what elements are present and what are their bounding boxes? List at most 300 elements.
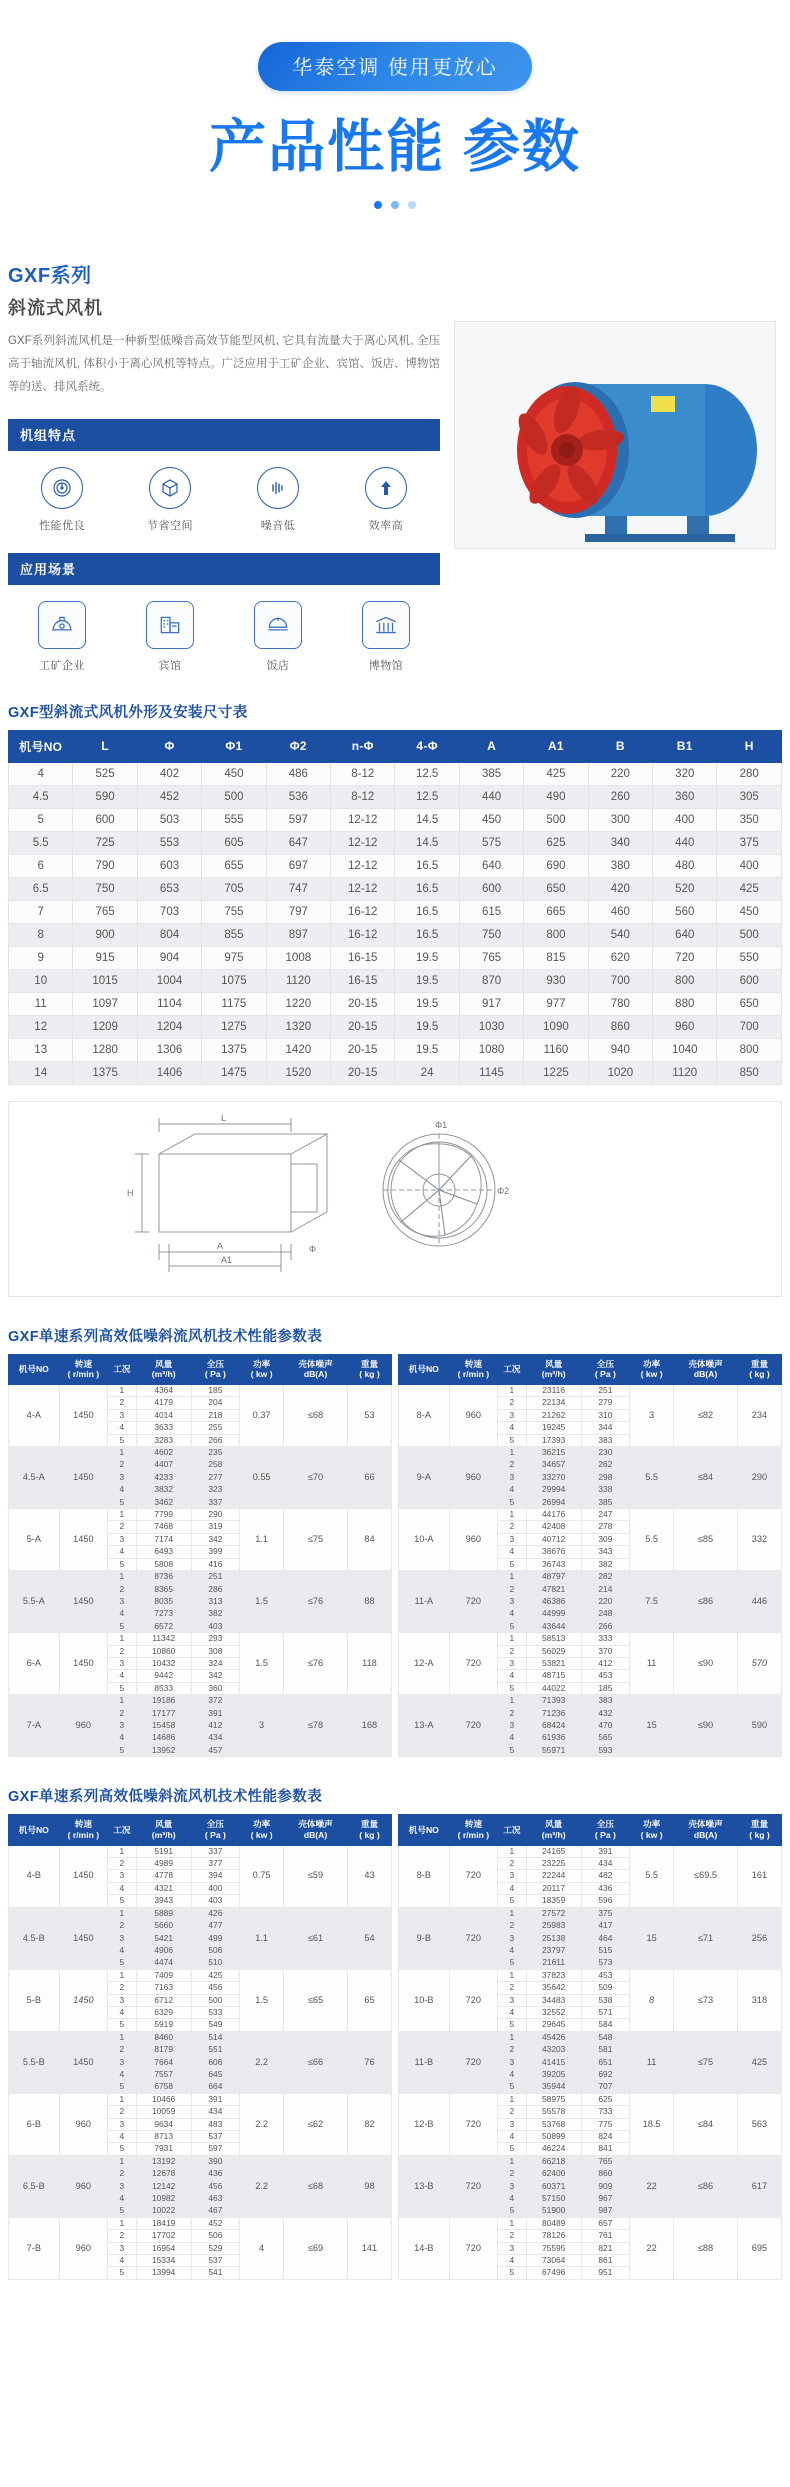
perf-cell: 7664 [136,2056,191,2068]
perf-cell: 8365 [136,1583,191,1595]
perf-cell: 5191 [136,1845,191,1857]
perf-cell: 403 [191,1895,239,1907]
perf-group-cell: 720 [449,1907,497,1969]
perf-cell: 3 [108,2242,137,2254]
perf-cell: 2 [108,1920,137,1932]
dim-cell: 350 [717,808,782,831]
table-row [9,762,782,785]
dim-cell: 690 [524,854,588,877]
svg-text:Φ2: Φ2 [497,1185,510,1196]
perf-cell: 4 [108,2255,137,2267]
perf-group-cell: 12-B [399,2093,450,2155]
perf-cell: 8179 [136,2044,191,2056]
perf-group [9,1509,392,1571]
cube-icon [149,467,191,509]
perf-cell: 2 [498,2106,527,2118]
perf-cell: 4 [498,2006,527,2018]
perf-cell: 4 [498,2193,527,2205]
perf-cell: 67496 [526,2267,581,2279]
dim-cell: 917 [459,992,523,1015]
perf-group-cell: ≤66 [284,2031,348,2093]
dim-cell: 4 [9,762,73,785]
dim-cell: 855 [202,923,266,946]
dim-cell: 8-12 [331,762,395,785]
perf-cell: 5 [108,2205,137,2217]
perf-cell: 78126 [526,2230,581,2242]
dim-cell: 8-12 [331,785,395,808]
perf-cell: 44176 [526,1509,581,1521]
perf-cell: 4 [108,1670,137,1682]
perf-cell: 4 [498,1944,527,1956]
perf-cell: 1 [108,1633,137,1645]
perf-cell: 584 [581,2019,629,2031]
perf-cell: 255 [191,1422,239,1434]
perf-col-header-0: 机号NO [9,1354,60,1384]
perf-group [9,1695,392,1757]
perf-cell: 1 [498,2155,527,2167]
dim-cell: 340 [588,831,652,854]
dim-cell: 16.5 [395,900,459,923]
perf-cell: 23225 [526,1858,581,1870]
dim-cell: 305 [717,785,782,808]
intro-text-column [8,259,440,673]
dim-cell: 500 [717,923,782,946]
perf-cell: 48715 [526,1670,581,1682]
perf-cell: 4 [498,2068,527,2080]
perf-cell: 824 [581,2131,629,2143]
hero-section [0,0,790,209]
dim-cell: 897 [266,923,330,946]
perf-cell: 549 [191,2019,239,2031]
perf-cell: 5 [108,1682,137,1694]
perf-group-cell: 0.55 [240,1447,284,1509]
perf-group-cell: 7.5 [630,1571,674,1633]
perf-cell: 425 [191,1969,239,1981]
dim-cell: 14.5 [395,831,459,854]
perf-group [399,1571,782,1633]
perf-group [9,2155,392,2217]
table-row [399,1695,782,1707]
perf-cell: 3 [498,2242,527,2254]
perf-col-header-6: 壳体噪声 dB(A) [284,1354,348,1384]
perf-cell: 46224 [526,2143,581,2155]
perf-cell: 761 [581,2230,629,2242]
perf-col-header-4: 全压 ( Pa ) [581,1354,629,1384]
perf-group-cell: 15 [630,1695,674,1757]
perf-cell: 464 [581,1932,629,1944]
perf-group-cell: 617 [737,2155,781,2217]
perf-group-cell: 720 [449,1633,497,1695]
perf-cell: 3 [498,2180,527,2192]
perf-cell: 73064 [526,2255,581,2267]
perf-cell: 3 [108,1932,137,1944]
perf-group-cell: 960 [449,1509,497,1571]
perf-group-cell: ≤76 [284,1571,348,1633]
perf-col-header-4: 全压 ( Pa ) [191,1815,239,1845]
perf-cell: 5 [498,1744,527,1756]
dim-cell: 1204 [137,1015,201,1038]
perf-group-cell: 8-A [399,1385,450,1447]
perf-group [9,1845,392,1907]
dim-cell: 12-12 [331,877,395,900]
perf-cell: 58513 [526,1633,581,1645]
perf-cell: 4906 [136,1944,191,1956]
perf-cell: 951 [581,2267,629,2279]
perf-group-cell: 960 [59,2217,107,2279]
table-row [399,2093,782,2105]
perf-cell: 22244 [526,1870,581,1882]
perf-cell: 308 [191,1645,239,1657]
table-row [9,1907,392,1919]
dim-cell: 797 [266,900,330,923]
perf-cell: 10432 [136,1657,191,1669]
perf-group-cell: 43 [347,1845,391,1907]
svg-text:H: H [127,1187,134,1198]
perf-cell: 39205 [526,2068,581,2080]
dim-cell: 6.5 [9,877,73,900]
perf-cell: 3 [498,1994,527,2006]
perf-cell: 432 [581,1707,629,1719]
dim-cell: 747 [266,877,330,900]
dim-cell: 1320 [266,1015,330,1038]
perf-col-header-2: 工况 [498,1815,527,1845]
perf-cell: 6493 [136,1546,191,1558]
perf-group-cell: ≤69 [284,2217,348,2279]
perf-cell: 27572 [526,1907,581,1919]
dim-cell: 16-12 [331,900,395,923]
perf-col-header-4: 全压 ( Pa ) [191,1354,239,1384]
table-row [399,1633,782,1645]
dim-cell: 1406 [137,1061,201,1084]
feature-item-0 [8,467,116,533]
dim-cell: 600 [459,877,523,900]
perf-cell: 266 [581,1620,629,1632]
perf-cell: 230 [581,1447,629,1459]
perf-cell: 657 [581,2217,629,2229]
perf-cell: 416 [191,1558,239,1570]
perf-group [9,1633,392,1695]
perf-cell: 46386 [526,1595,581,1607]
perf-group-cell: 0.37 [240,1385,284,1447]
perf-group-cell: 1450 [59,1447,107,1509]
perf-cell: 44999 [526,1608,581,1620]
perf-cell: 324 [191,1657,239,1669]
feature-label-3: 效率高 [368,519,404,532]
dim-cell: 16-12 [331,923,395,946]
perf-group-cell: 960 [449,1385,497,1447]
perf-cell: 596 [581,1895,629,1907]
waveform-icon [257,467,299,509]
dimension-table-heading: GXF型斜流式风机外形及安装尺寸表 [8,704,248,721]
dim-cell: 12-12 [331,808,395,831]
dim-col-header-1: L [73,730,137,762]
perf-cell: 537 [191,2131,239,2143]
perf-cell: 75595 [526,2242,581,2254]
perf-group-cell: 2.2 [240,2093,284,2155]
table-row [399,1509,782,1521]
perf-cell: 5808 [136,1558,191,1570]
perf-cell: 664 [191,2081,239,2093]
perf-cell: 533 [191,2006,239,2018]
perf-cell: 4 [498,2131,527,2143]
dim-cell: 800 [653,969,717,992]
perf-cell: 2 [498,2044,527,2056]
perf-cell: 5 [498,1682,527,1694]
dim-cell: 24 [395,1061,459,1084]
perf-group [9,1571,392,1633]
dim-cell: 460 [588,900,652,923]
perf-cell: 2 [498,1521,527,1533]
perf-group-cell: 9-B [399,1907,450,1969]
perf-cell: 32552 [526,2006,581,2018]
perf-cell: 452 [191,2217,239,2229]
perf-group-cell: ≤59 [284,1845,348,1907]
dim-cell: 12.5 [395,762,459,785]
perf-cell: 4 [108,2006,137,2018]
perf-col-header-2: 工况 [108,1815,137,1845]
perf-group-cell: 2.2 [240,2155,284,2217]
dim-cell: 647 [266,831,330,854]
perf-cell: 9442 [136,1670,191,1682]
svg-text:A: A [217,1240,224,1251]
dim-cell: 550 [717,946,782,969]
perf-cell: 251 [191,1571,239,1583]
perf-cell: 383 [581,1695,629,1707]
dim-cell: 625 [524,831,588,854]
perf-cell: 651 [581,2056,629,2068]
perf-cell: 8460 [136,2031,191,2043]
dim-cell: 450 [459,808,523,831]
perf-group [399,1695,782,1757]
perf-cell: 34483 [526,1994,581,2006]
perf-cell: 43644 [526,1620,581,1632]
dim-cell: 12.5 [395,785,459,808]
perf-cell: 581 [581,2044,629,2056]
table-row [399,1385,782,1397]
carousel-dot-3[interactable] [408,201,416,209]
perf-cell: 2 [108,1459,137,1471]
dim-cell: 1275 [202,1015,266,1038]
perf-cell: 1 [108,1695,137,1707]
perf-group-cell: ≤86 [674,1571,738,1633]
dim-cell: 5 [9,808,73,831]
perf-cell: 967 [581,2193,629,2205]
perf-cell: 457 [191,1744,239,1756]
scene-item-1 [116,601,224,673]
scene-label-0: 工矿企业 [39,659,85,672]
perf-cell: 22134 [526,1397,581,1409]
perf-group-cell: 65 [347,1969,391,2031]
dim-cell: 1030 [459,1015,523,1038]
table-row [9,1509,392,1521]
perf-cell: 412 [191,1719,239,1731]
dim-cell: 1375 [73,1061,137,1084]
perf-col-header-7: 重量 ( kg ) [737,1815,781,1845]
perf-cell: 33270 [526,1471,581,1483]
dimension-table [8,730,782,1085]
perf-cell: 529 [191,2242,239,2254]
perf-cell: 4179 [136,1397,191,1409]
perf-col-header-7: 重量 ( kg ) [737,1354,781,1384]
perf-cell: 4407 [136,1459,191,1471]
perf-cell: 3633 [136,1422,191,1434]
dim-cell: 1160 [524,1038,588,1061]
series-title: GXF系列 [8,264,92,287]
perf-group [9,1969,392,2031]
perf-cell: 58975 [526,2093,581,2105]
dim-cell: 815 [524,946,588,969]
helmet-icon [38,601,86,649]
perf-cell: 4 [108,1732,137,1744]
perf-group-cell: 6.5-B [9,2155,60,2217]
dim-cell: 1015 [73,969,137,992]
perf-cell: 1 [498,1845,527,1857]
table-row [9,785,782,808]
perf-cell: 5 [498,2081,527,2093]
dim-cell: 400 [717,854,782,877]
svg-text:Φ1: Φ1 [435,1119,448,1130]
carousel-dot-2[interactable] [391,201,399,209]
scenes-icon-row [8,601,440,673]
restaurant-icon [254,601,302,649]
perf-group-cell: ≤70 [284,1447,348,1509]
perf-cell: 4014 [136,1409,191,1421]
dim-cell: 804 [137,923,201,946]
perf-cell: 36215 [526,1447,581,1459]
scene-label-2: 饭店 [266,659,290,672]
dim-cell: 750 [459,923,523,946]
perf-group-cell: 7-A [9,1695,60,1757]
table-row [9,923,782,946]
perf-group-cell: 695 [737,2217,781,2279]
perf-group-cell: 563 [737,2093,781,2155]
perf-group-cell: 4-B [9,1845,60,1907]
perf-cell: 4 [498,1670,527,1682]
perf-cell: 3 [108,1719,137,1731]
perf-cell: 55578 [526,2106,581,2118]
perf-cell: 3 [108,1533,137,1545]
dim-cell: 800 [717,1038,782,1061]
perf-cell: 278 [581,1521,629,1533]
dim-cell: 14 [9,1061,73,1084]
perf-cell: 36743 [526,1558,581,1570]
dim-cell: 700 [717,1015,782,1038]
table-row [9,1038,782,1061]
scene-item-3 [332,601,440,673]
perf-cell: 56029 [526,1645,581,1657]
dim-cell: 1020 [588,1061,652,1084]
perf-cell: 434 [581,1858,629,1870]
table-row [9,2155,392,2167]
perf-cell: 434 [191,2106,239,2118]
perf-group-cell: 8 [630,1969,674,2031]
perf-cell: 266 [191,1434,239,1446]
perf-group-cell: 720 [449,2155,497,2217]
dimension-table-header-row [9,730,782,762]
table-row [399,2155,782,2167]
perf-cell: 279 [581,1397,629,1409]
carousel-dot-1[interactable] [374,201,382,209]
perf-cell: 841 [581,2143,629,2155]
perf-group [399,1509,782,1571]
perf-col-header-3: 风量 (m³/h) [526,1815,581,1845]
perf-cell: 506 [191,2230,239,2242]
dim-cell: 1375 [202,1038,266,1061]
perf-group-cell: 5.5-B [9,2031,60,2093]
dim-cell: 1097 [73,992,137,1015]
dim-cell: 1145 [459,1061,523,1084]
perf-cell: 1 [108,2031,137,2043]
perf-cell: 538 [581,1994,629,2006]
perf-cell: 7468 [136,1521,191,1533]
perf-cell: 2 [498,2168,527,2180]
perf-cell: 360 [191,1682,239,1694]
dim-cell: 12-12 [331,854,395,877]
perf-cell: 541 [191,2267,239,2279]
perf-group-cell: 318 [737,1969,781,2031]
perf-group-cell: 5.5 [630,1447,674,1509]
dim-cell: 1280 [73,1038,137,1061]
perf-cell: 24165 [526,1845,581,1857]
perf-group-cell: 118 [347,1633,391,1695]
dim-cell: 605 [202,831,266,854]
table-row [9,900,782,923]
dim-cell: 19.5 [395,969,459,992]
perf-group-cell: 960 [59,2155,107,2217]
dim-cell: 650 [717,992,782,1015]
perf-cell: 4 [498,2255,527,2267]
perf-cell: 4 [108,1546,137,1558]
perf-cell: 3 [498,1932,527,1944]
dim-cell: 620 [588,946,652,969]
perf-group [399,2093,782,2155]
perf-cell: 434 [191,1732,239,1744]
perf-cell: 3832 [136,1484,191,1496]
brand-pill: 华泰空调 使用更放心 [258,42,532,91]
perf-cell: 1 [498,1633,527,1645]
perf-cell: 4602 [136,1447,191,1459]
svg-text:L: L [221,1112,227,1123]
perf-cell: 7273 [136,1608,191,1620]
table-row [399,2031,782,2043]
table-row [9,1633,392,1645]
dim-cell: 500 [202,785,266,808]
perf-cell: 1 [498,2093,527,2105]
perf-cell: 3 [108,1657,137,1669]
perf-cell: 8533 [136,1682,191,1694]
feature-label-1: 节省空间 [147,519,193,532]
perf-group [9,2031,392,2093]
perf-cell: 403 [191,1620,239,1632]
perf-group-cell: 66 [347,1447,391,1509]
perf-cell: 343 [581,1546,629,1558]
perf-cell: 220 [581,1595,629,1607]
perf-cell: 3 [108,2056,137,2068]
perf-group-cell: ≤68 [284,1385,348,1447]
perf-group [399,1907,782,1969]
perf-group-cell: 76 [347,2031,391,2093]
perf-group-cell: 720 [449,2031,497,2093]
perf-cell: 1 [108,2093,137,2105]
product-image-column [454,259,776,549]
dim-cell: 755 [202,900,266,923]
perf-cell: 482 [581,1870,629,1882]
perf-col-header-0: 机号NO [399,1354,450,1384]
perf-cell: 7163 [136,1982,191,1994]
perf-a-heading: GXF单速系列高效低噪斜流风机技术性能参数表 [8,1328,323,1345]
dim-cell: 720 [653,946,717,969]
perf-col-header-1: 转速 ( r/min ) [449,1354,497,1384]
